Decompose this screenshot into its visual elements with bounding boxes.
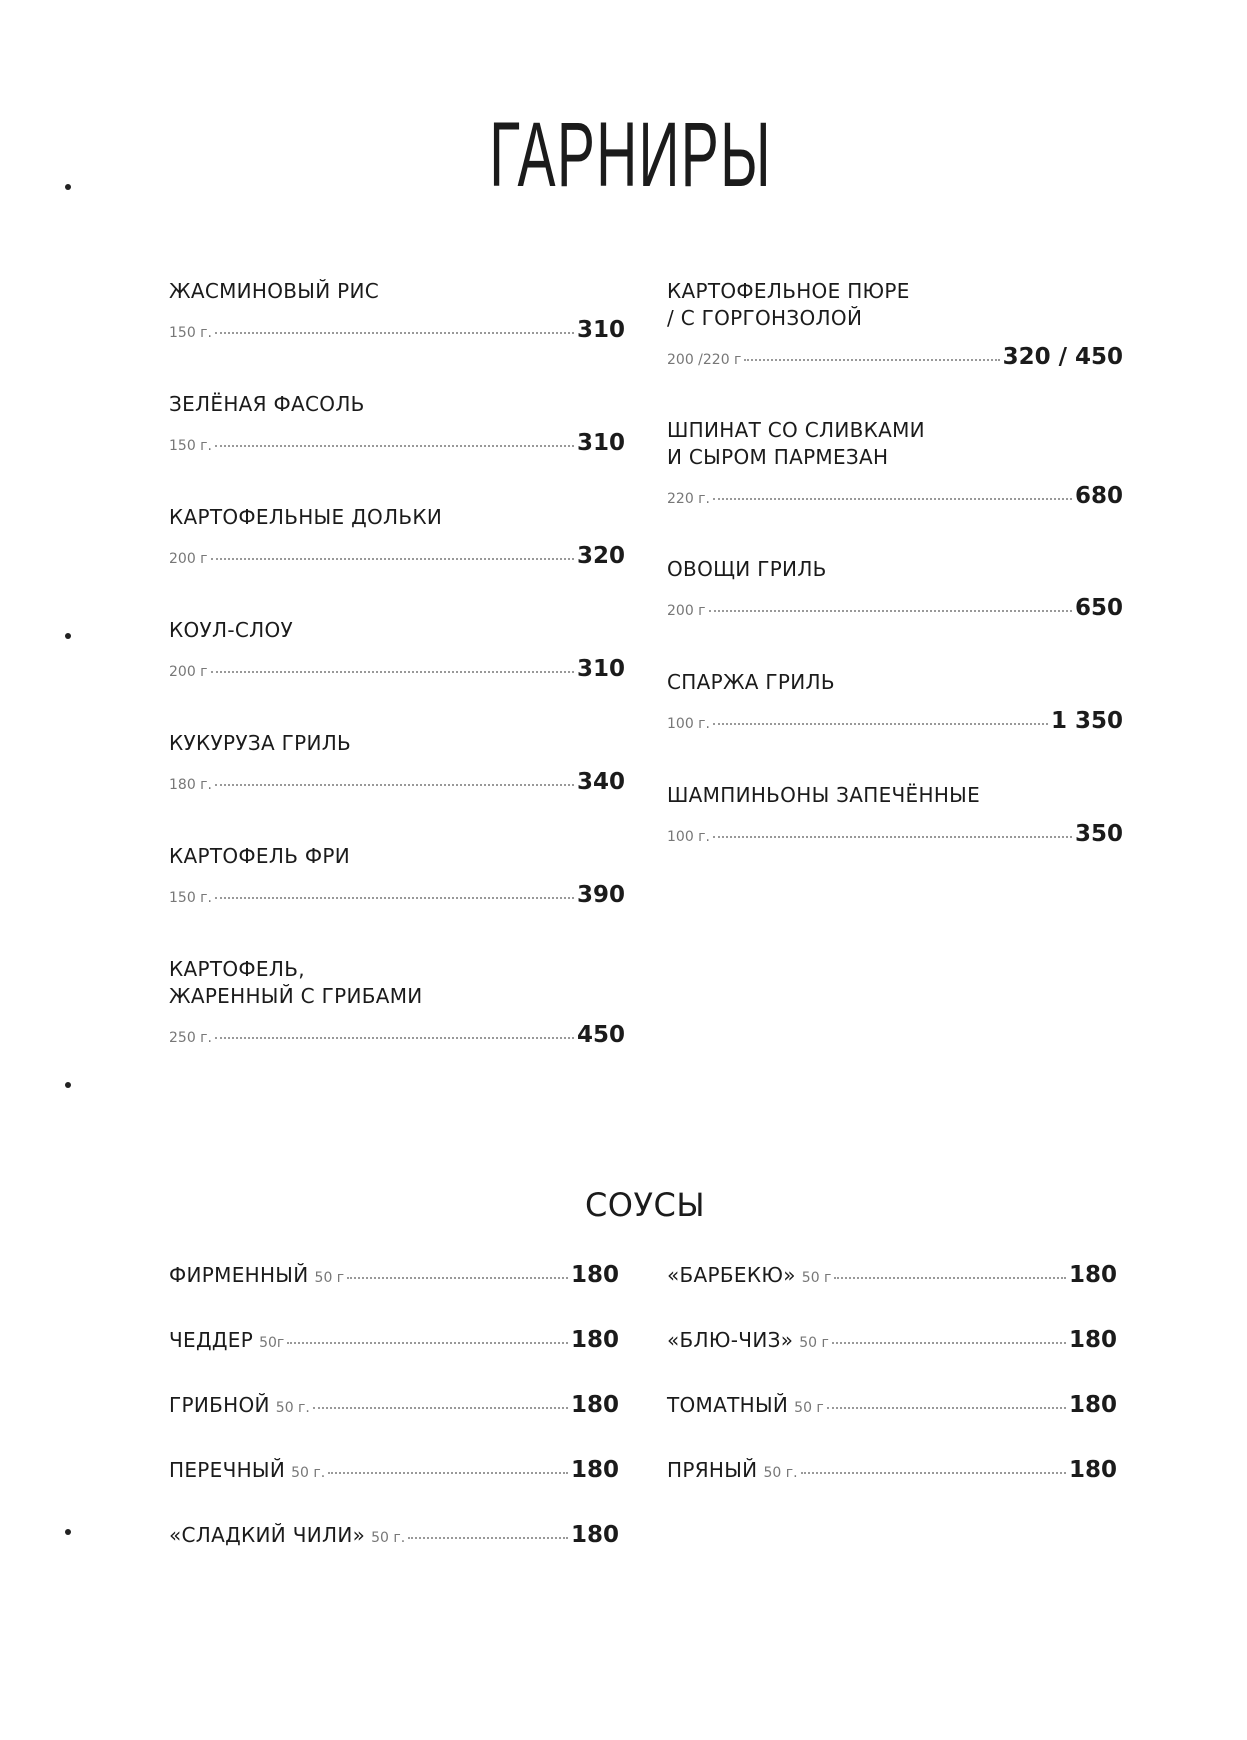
item-price: 320 / 450: [1002, 344, 1123, 370]
dot-leader: [713, 498, 1072, 500]
sauce-price: 180: [570, 1392, 619, 1418]
sauce-item: [169, 1327, 619, 1361]
sauce-price: 180: [1068, 1392, 1117, 1418]
item-weight: 200 г: [169, 664, 208, 680]
item-weight: 150 г.: [169, 438, 212, 454]
dot-leader: [328, 1472, 568, 1474]
menu-item: [169, 843, 625, 908]
item-name: КАРТОФЕЛЬНЫЕ ДОЛЬКИ: [169, 505, 443, 529]
dot-leader: [211, 558, 574, 560]
item-name: СПАРЖА ГРИЛЬ: [667, 670, 835, 694]
dot-leader: [827, 1407, 1066, 1409]
item-weight: 200 г: [169, 551, 208, 567]
item-name: ШАМПИНЬОНЫ ЗАПЕЧЁННЫЕ: [667, 783, 981, 807]
item-weight: 100 г.: [667, 829, 710, 845]
dot-leader: [211, 671, 574, 673]
item-price: 320: [576, 543, 625, 569]
menu-item: [169, 391, 625, 456]
dot-leader: [834, 1277, 1066, 1279]
item-weight: 200 /220 г: [667, 352, 742, 368]
sauce-weight: 50 г.: [371, 1530, 406, 1546]
sauce-weight: 50 г.: [291, 1465, 326, 1481]
dot-leader: [215, 784, 574, 786]
menu-item: [667, 417, 1123, 509]
sauce-price: 180: [570, 1522, 619, 1548]
dot-leader: [347, 1277, 568, 1279]
item-name: КАРТОФЕЛЬ, ЖАРЕННЫЙ С ГРИБАМИ: [169, 957, 423, 1008]
dot-leader: [408, 1537, 568, 1539]
sauce-price: 180: [570, 1457, 619, 1483]
sauce-name: ПЕРЕЧНЫЙ: [169, 1458, 286, 1482]
sauce-name: ГРИБНОЙ: [169, 1393, 270, 1417]
item-name: ЖАСМИНОВЫЙ РИС: [169, 279, 380, 303]
margin-bullet: [65, 1529, 71, 1535]
menu-item: [667, 278, 1123, 370]
item-weight: 180 г.: [169, 777, 212, 793]
dot-leader: [713, 836, 1072, 838]
item-price: 390: [576, 882, 625, 908]
dot-leader: [215, 445, 574, 447]
sauce-item: [169, 1262, 619, 1296]
dot-leader: [832, 1342, 1066, 1344]
sauce-price: 180: [1068, 1262, 1117, 1288]
item-price: 1 350: [1050, 708, 1123, 734]
margin-bullet: [65, 1082, 71, 1088]
sauce-item: [169, 1392, 619, 1426]
item-weight: 200 г: [667, 603, 706, 619]
item-weight: 250 г.: [169, 1030, 212, 1046]
sauce-item: [169, 1522, 619, 1556]
item-price: 450: [576, 1022, 625, 1048]
dot-leader: [709, 610, 1072, 612]
menu-item: [667, 669, 1123, 734]
item-name: КОУЛ-СЛОУ: [169, 618, 294, 642]
item-weight: 100 г.: [667, 716, 710, 732]
sauce-item: [667, 1392, 1117, 1426]
sauce-item: [667, 1327, 1117, 1361]
item-price: 310: [576, 656, 625, 682]
sauce-weight: 50 г: [794, 1400, 824, 1416]
item-weight: 150 г.: [169, 325, 212, 341]
dot-leader: [801, 1472, 1066, 1474]
item-price: 680: [1074, 483, 1123, 509]
dot-leader: [215, 332, 574, 334]
item-price: 310: [576, 317, 625, 343]
margin-bullet: [65, 633, 71, 639]
item-price: 650: [1074, 595, 1123, 621]
sauce-name: «БЛЮ-ЧИЗ»: [667, 1328, 794, 1352]
dot-leader: [313, 1407, 568, 1409]
sauce-weight: 50 г: [801, 1270, 832, 1286]
menu-item: [169, 278, 625, 343]
sauce-price: 180: [1068, 1327, 1117, 1353]
item-price: 340: [576, 769, 625, 795]
menu-item: [169, 617, 625, 682]
menu-item: [169, 504, 625, 569]
menu-item: [169, 956, 625, 1048]
sauce-name: «БАРБЕКЮ»: [667, 1263, 796, 1287]
sauce-item: [169, 1457, 619, 1491]
item-price: 350: [1074, 821, 1123, 847]
sauce-name: «СЛАДКИЙ ЧИЛИ»: [169, 1523, 366, 1547]
dot-leader: [713, 723, 1048, 725]
sauce-name: ТОМАТНЫЙ: [667, 1393, 789, 1417]
item-name: ОВОЩИ ГРИЛЬ: [667, 557, 827, 581]
sauce-price: 180: [570, 1327, 619, 1353]
item-name: ШПИНАТ СО СЛИВКАМИ И СЫРОМ ПАРМЕЗАН: [667, 418, 925, 469]
item-name: КУКУРУЗА ГРИЛЬ: [169, 731, 352, 755]
sauce-weight: 50 г.: [763, 1465, 798, 1481]
menu-item: [169, 730, 625, 795]
sauce-name: ФИРМЕННЫЙ: [169, 1263, 309, 1287]
menu-item: [667, 782, 1123, 847]
sauce-weight: 50 г: [314, 1270, 345, 1286]
dot-leader: [287, 1342, 568, 1344]
sauce-item: [667, 1262, 1117, 1296]
sauce-item: [667, 1457, 1117, 1491]
sauce-name: ЧЕДДЕР: [169, 1328, 254, 1352]
item-name: КАРТОФЕЛЬ ФРИ: [169, 844, 351, 868]
dot-leader: [215, 897, 574, 899]
sauce-weight: 50 г.: [275, 1400, 310, 1416]
item-name: КАРТОФЕЛЬНОЕ ПЮРЕ / С ГОРГОНЗОЛОЙ: [667, 279, 910, 330]
margin-bullet: [65, 184, 71, 190]
section-title: СОУСЫ: [584, 1186, 706, 1224]
item-name: ЗЕЛЁНАЯ ФАСОЛЬ: [169, 392, 365, 416]
item-price: 310: [576, 430, 625, 456]
sauce-price: 180: [1068, 1457, 1117, 1483]
item-weight: 150 г.: [169, 890, 212, 906]
sauce-weight: 50г: [259, 1335, 285, 1351]
sauce-price: 180: [570, 1262, 619, 1288]
dot-leader: [215, 1037, 574, 1039]
sauce-name: ПРЯНЫЙ: [667, 1458, 758, 1482]
dot-leader: [744, 359, 999, 361]
item-weight: 220 г.: [667, 491, 710, 507]
sauce-weight: 50 г: [799, 1335, 829, 1351]
menu-item: [667, 556, 1123, 621]
page-title: ГАРНИРЫ: [489, 104, 772, 206]
